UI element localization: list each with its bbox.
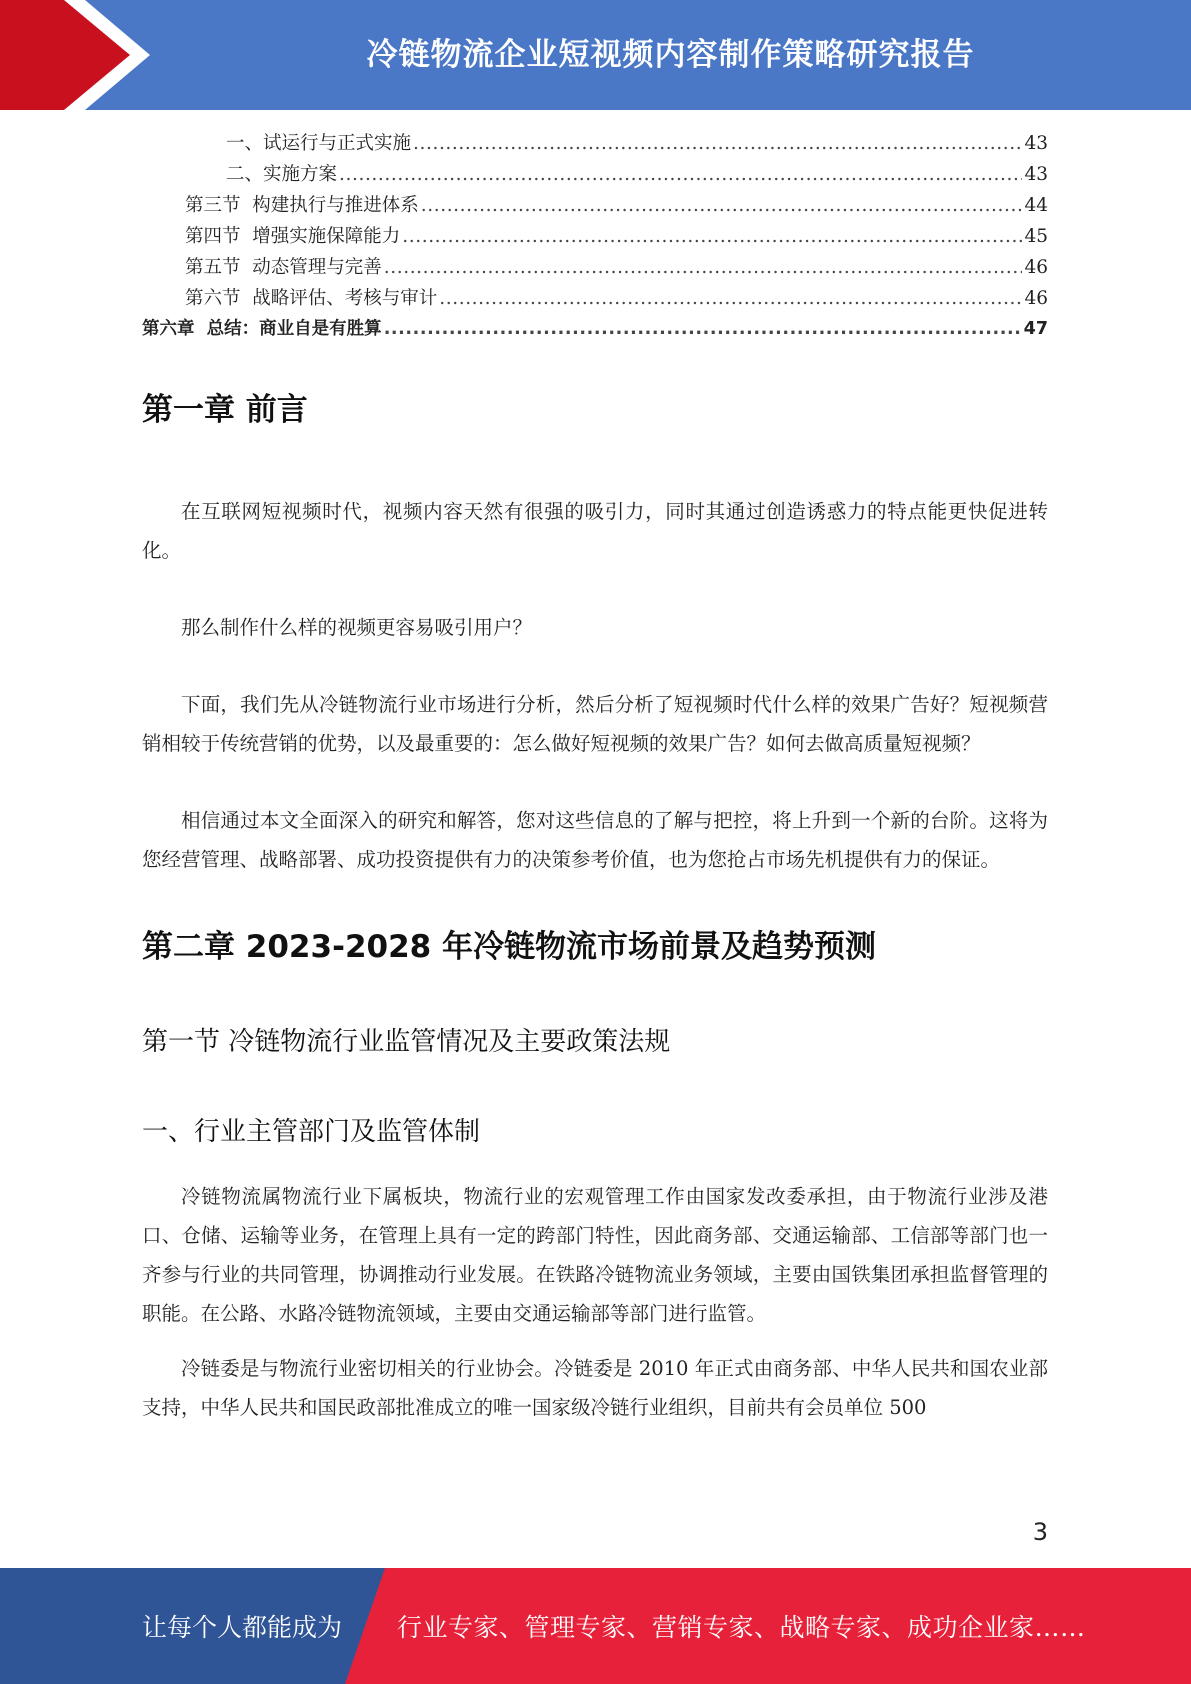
toc-entry-label: 二、实施方案 [226, 164, 338, 185]
page-footer [0, 1568, 1191, 1684]
toc-entry-page: 46 [1024, 288, 1048, 309]
document-body [142, 380, 1048, 1427]
toc-entry[interactable] [142, 159, 1048, 190]
toc-entry-page: 46 [1024, 257, 1048, 278]
toc-leader-dots [384, 314, 1022, 345]
toc-entry[interactable] [142, 190, 1048, 221]
toc-entry[interactable] [142, 252, 1048, 283]
toc-leader-dots [384, 252, 1023, 283]
toc-leader-dots [439, 283, 1022, 314]
toc-entry-label: 第六节 战略评估、考核与审计 [185, 288, 438, 309]
toc-entry-page: 44 [1024, 195, 1048, 216]
chapter-heading: 第一章 前言 [142, 392, 308, 428]
toc-entry-label: 第四节 增强实施保障能力 [185, 226, 401, 247]
toc-entry[interactable] [142, 221, 1048, 252]
footer-slogan-left: 让每个人都能成为 [142, 1613, 343, 1642]
toc-entry-page: 47 [1023, 319, 1048, 339]
toc-entry-page: 45 [1024, 226, 1048, 247]
toc-leader-dots [413, 128, 1022, 159]
toc-entry[interactable] [142, 314, 1048, 345]
page-number: 3 [1032, 1518, 1048, 1546]
toc-entry-label: 一、试运行与正式实施 [226, 133, 412, 154]
toc-entry-label: 第六章 总结：商业自是有胜算 [142, 319, 382, 339]
report-title: 冷链物流企业短视频内容制作策略研究报告 [366, 36, 975, 73]
table-of-contents [142, 128, 1048, 345]
subsection-heading: 一、行业主管部门及监管体制 [142, 1117, 481, 1147]
toc-entry-label: 第五节 动态管理与完善 [185, 257, 382, 278]
body-paragraph: 下面，我们先从冷链物流行业市场进行分析，然后分析了短视频时代什么样的效果广告好？短视频营销相较于传统营销的优势，以及最重要的：怎么做好短视频的效果广告？如何去做高质量短视频？ [142, 693, 1048, 755]
footer-slogan-right: 行业专家、管理专家、营销专家、战略专家、成功企业家…… [397, 1613, 1086, 1642]
toc-leader-dots [402, 221, 1022, 252]
section-heading: 第一节 冷链物流行业监管情况及主要政策法规 [142, 1027, 671, 1057]
toc-entry-label: 第三节 构建执行与推进体系 [185, 195, 419, 216]
body-paragraph: 冷链物流属物流行业下属板块，物流行业的宏观管理工作由国家发改委承担，由于物流行业涉及港口、仓储、运输等业务，在管理上具有一定的跨部门特性，因此商务部、交通运输部、工信部等部门也一齐参与行业的共同管理，协调推动行业发展。在铁路冷链物流业务领域，主要由国铁集团承担监督管理的职能。在公路、水路冷链物流领域，主要由交通运输部等部门进行监管。 [142, 1185, 1048, 1325]
body-paragraph: 在互联网短视频时代，视频内容天然有很强的吸引力，同时其通过创造诱惑力的特点能更快促进转化。 [142, 500, 1048, 562]
toc-entry-page: 43 [1024, 133, 1048, 154]
body-paragraph: 那么制作什么样的视频更容易吸引用户？ [181, 616, 533, 639]
body-paragraph: 冷链委是与物流行业密切相关的行业协会。冷链委是 2010 年正式由商务部、中华人民共和国农业部支持，中华人民共和国民政部批准成立的唯一国家级冷链行业组织，目前共有会员单位 500 [142, 1357, 1048, 1419]
toc-entry[interactable] [142, 128, 1048, 159]
toc-leader-dots [339, 159, 1022, 190]
toc-entry-page: 43 [1024, 164, 1048, 185]
chapter-heading: 第二章 2023-2028 年冷链物流市场前景及趋势预测 [142, 929, 877, 965]
body-paragraph: 相信通过本文全面深入的研究和解答，您对这些信息的了解与把控，将上升到一个新的台阶。这将为您经营管理、战略部署、成功投资提供有力的决策参考价值，也为您抢占市场先机提供有力的保证。 [142, 809, 1048, 871]
toc-entry[interactable] [142, 283, 1048, 314]
page-header [0, 0, 1191, 110]
toc-leader-dots [421, 190, 1023, 221]
